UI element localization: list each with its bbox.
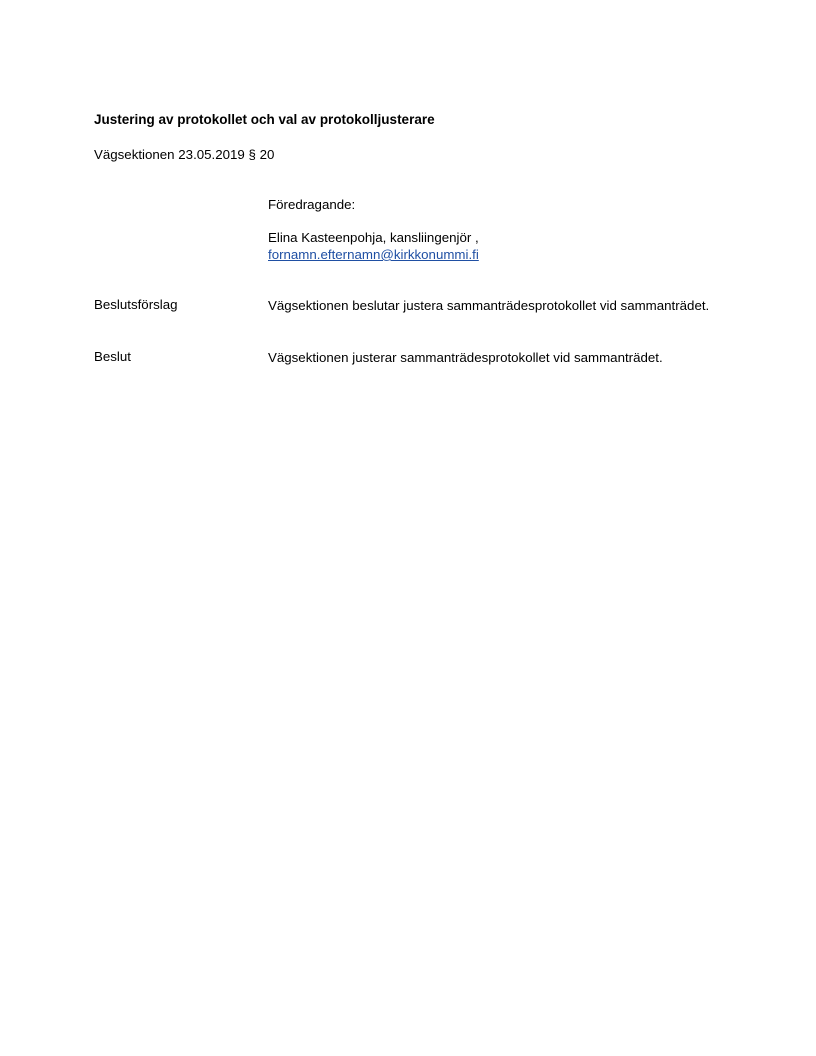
presenter-name: Elina Kasteenpohja, kansliingenjör , bbox=[268, 230, 479, 245]
section-title: Justering av protokollet och val av protokolljusterare bbox=[94, 112, 435, 127]
proposal-label: Beslutsförslag bbox=[94, 297, 178, 312]
proposal-text: Vägsektionen beslutar justera sammanträdesprotokollet vid sammanträdet. bbox=[268, 298, 710, 313]
presenter-heading: Föredragande: bbox=[268, 197, 356, 212]
decision-label: Beslut bbox=[94, 349, 131, 364]
meeting-reference: Vägsektionen 23.05.2019 § 20 bbox=[94, 147, 275, 162]
presenter-block bbox=[268, 197, 728, 263]
decision-text: Vägsektionen justerar sammanträdesprotokollet vid sammanträdet. bbox=[268, 350, 663, 365]
presenter-email-link[interactable]: fornamn.efternamn@kirkkonummi.fi bbox=[268, 247, 479, 262]
